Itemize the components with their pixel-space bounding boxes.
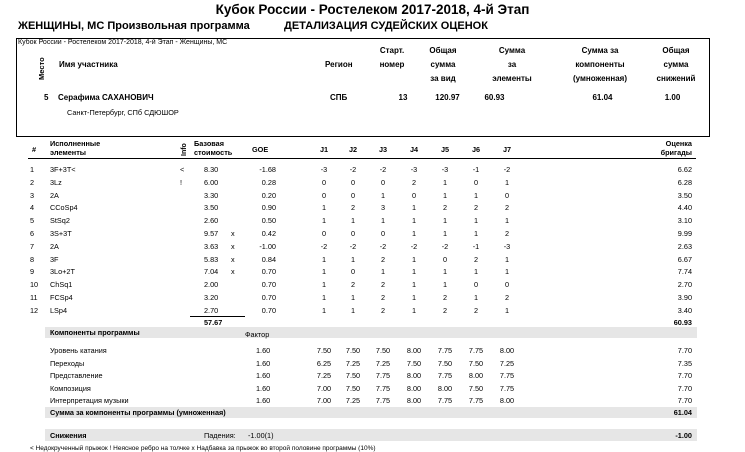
component-judge-5: 8.00 xyxy=(437,383,453,393)
judge-header-1: J1 xyxy=(319,145,329,154)
component-judge-7: 7.25 xyxy=(499,358,515,368)
col-elements-header-2: за xyxy=(507,60,517,69)
components-total-label: Сумма за компоненты программы (умноженная) xyxy=(50,408,226,417)
component-judge-4: 8.00 xyxy=(406,396,422,406)
element-base: 8.30 xyxy=(204,165,219,174)
element-judge-1: 1 xyxy=(321,203,327,213)
skater-club: Санкт-Петербург, СПб СДЮШОР xyxy=(67,108,179,117)
element-score: 2.70 xyxy=(677,280,692,290)
col-components-header-3: (умноженная) xyxy=(573,74,627,83)
component-judge-1: 7.50 xyxy=(316,346,332,355)
element-code: ChSq1 xyxy=(50,280,73,290)
element-judge-1: 1 xyxy=(321,305,327,315)
element-score: 6.67 xyxy=(677,254,692,264)
element-number: 11 xyxy=(30,293,38,302)
components-header-shade xyxy=(45,327,697,338)
element-judge-6: 2 xyxy=(473,203,479,213)
element-judge-1: 1 xyxy=(321,254,327,264)
component-judge-3: 7.25 xyxy=(375,358,391,368)
table-header-rule xyxy=(28,158,696,159)
element-judge-3: 2 xyxy=(380,280,386,290)
element-info: < xyxy=(180,165,185,174)
element-judge-6: -1 xyxy=(472,241,480,251)
deductions-value: -1.00 xyxy=(675,431,692,440)
element-judge-2: 0 xyxy=(350,177,356,187)
element-judge-6: -1 xyxy=(472,165,480,174)
element-judge-4: 0 xyxy=(411,190,417,200)
element-base: 6.00 xyxy=(204,177,219,187)
components-header: Компоненты программы xyxy=(50,328,140,337)
element-judge-1: 0 xyxy=(321,229,327,238)
element-base: 7.04 xyxy=(204,267,219,277)
element-code: 3F xyxy=(50,254,59,264)
component-judge-5: 7.50 xyxy=(437,358,453,368)
component-judge-6: 7.75 xyxy=(468,346,484,355)
element-judge-3: 3 xyxy=(380,203,386,213)
element-number: 1 xyxy=(30,165,35,174)
element-judge-1: 1 xyxy=(321,280,327,290)
component-judge-7: 8.00 xyxy=(499,346,515,355)
element-judge-2: 2 xyxy=(350,280,356,290)
judge-header-5: J5 xyxy=(440,145,450,154)
element-score: 6.62 xyxy=(677,165,692,174)
col-info-header: Info xyxy=(181,143,188,156)
element-goe: -1.00 xyxy=(259,241,276,251)
element-goe: 0.70 xyxy=(261,267,276,277)
element-code: 3S+3T xyxy=(50,229,72,238)
component-factor: 1.60 xyxy=(256,346,271,355)
element-code: StSq2 xyxy=(50,216,70,226)
element-bonus-mark: x xyxy=(231,254,235,264)
element-judge-4: 1 xyxy=(411,280,417,290)
component-judge-2: 7.50 xyxy=(345,383,361,393)
col-score-header-2: бригады xyxy=(660,148,692,157)
element-base: 9.57 xyxy=(204,229,219,238)
element-goe: 0.90 xyxy=(261,203,276,213)
component-judge-2: 7.25 xyxy=(345,358,361,368)
skater-deductions: 1.00 xyxy=(664,93,681,102)
element-judge-7: 1 xyxy=(504,254,510,264)
col-place-header: Место xyxy=(37,57,46,80)
element-judge-3: 0 xyxy=(380,229,386,238)
element-judge-3: 2 xyxy=(380,293,386,302)
element-code: 3Lo+2T xyxy=(50,267,75,277)
element-judge-4: 1 xyxy=(411,203,417,213)
footnote: < Недокрученный прыжок ! Неясное ребро на толчке x Надбавка за прыжок во второй половине программы (10%) xyxy=(30,445,376,452)
element-judge-6: 1 xyxy=(473,190,479,200)
element-judge-1: -2 xyxy=(320,241,328,251)
component-factor: 1.60 xyxy=(256,396,271,406)
falls-value: -1.00(1) xyxy=(248,431,274,440)
element-judge-7: 1 xyxy=(504,267,510,277)
element-judge-4: -3 xyxy=(410,165,418,174)
element-goe: 0.70 xyxy=(261,293,276,302)
page-subtitle: ЖЕНЩИНЫ, МС Произвольная программа xyxy=(18,20,250,32)
element-base: 3.50 xyxy=(204,203,219,213)
element-code: 3Lz xyxy=(50,177,62,187)
col-name-header: Имя участника xyxy=(59,60,118,69)
element-judge-3: 2 xyxy=(380,305,386,315)
component-judge-6: 7.75 xyxy=(468,396,484,406)
component-judge-7: 8.00 xyxy=(499,396,515,406)
element-judge-3: -2 xyxy=(379,165,387,174)
element-judge-7: 2 xyxy=(504,229,510,238)
element-judge-5: 2 xyxy=(442,293,448,302)
element-judge-6: 1 xyxy=(473,229,479,238)
element-code: CCoSp4 xyxy=(50,203,78,213)
component-judge-2: 7.50 xyxy=(345,346,361,355)
component-judge-4: 8.00 xyxy=(406,383,422,393)
component-name: Представление xyxy=(50,371,103,381)
col-total-header-3: за вид xyxy=(430,74,456,83)
component-name: Уровень катания xyxy=(50,346,107,355)
element-bonus-mark: x xyxy=(231,241,235,251)
component-judge-5: 7.75 xyxy=(437,346,453,355)
component-judge-1: 7.00 xyxy=(316,383,332,393)
element-goe: -1.68 xyxy=(259,165,276,174)
component-name: Переходы xyxy=(50,358,85,368)
element-code: 3F+3T< xyxy=(50,165,76,174)
element-number: 7 xyxy=(30,241,35,251)
element-score: 3.10 xyxy=(677,216,692,226)
component-judge-6: 8.00 xyxy=(468,371,484,381)
element-code: 2A xyxy=(50,190,59,200)
judge-header-2: J2 xyxy=(348,145,358,154)
col-score-header-1: Оценка xyxy=(665,139,692,148)
skater-place: 5 xyxy=(44,93,49,102)
component-factor: 1.60 xyxy=(256,371,271,381)
component-judge-3: 7.75 xyxy=(375,383,391,393)
component-judge-4: 8.00 xyxy=(406,371,422,381)
component-judge-1: 7.25 xyxy=(316,371,332,381)
col-elements-header-3: элементы xyxy=(492,74,532,83)
element-code: 2A xyxy=(50,241,59,251)
element-base: 3.63 xyxy=(204,241,219,251)
col-element-header-1: Исполненные xyxy=(50,139,101,148)
element-judge-6: 1 xyxy=(473,216,479,226)
skater-name: Серафима САХАНОВИЧ xyxy=(58,93,154,102)
element-number: 3 xyxy=(30,190,35,200)
falls-label: Падения: xyxy=(204,431,236,440)
element-judge-2: 0 xyxy=(350,267,356,277)
element-bonus-mark: x xyxy=(231,267,235,277)
element-goe: 0.70 xyxy=(261,280,276,290)
col-total-header-1: Общая xyxy=(429,46,457,55)
element-judge-5: 1 xyxy=(442,229,448,238)
element-judge-5: 1 xyxy=(442,216,448,226)
element-judge-7: 1 xyxy=(504,216,510,226)
element-judge-5: 0 xyxy=(442,254,448,264)
element-goe: 0.84 xyxy=(261,254,276,264)
element-score: 6.28 xyxy=(677,177,692,187)
element-judge-2: 1 xyxy=(350,293,356,302)
element-judge-5: 1 xyxy=(442,267,448,277)
col-deductions-header-1: Общая xyxy=(662,46,690,55)
element-judge-6: 1 xyxy=(473,293,479,302)
element-judge-3: -2 xyxy=(379,241,387,251)
element-code: LSp4 xyxy=(50,305,68,315)
element-judge-4: 1 xyxy=(411,229,417,238)
element-judge-2: 2 xyxy=(350,203,356,213)
element-judge-2: 1 xyxy=(350,254,356,264)
component-judge-3: 7.75 xyxy=(375,371,391,381)
skater-region: СПБ xyxy=(330,93,348,102)
component-judge-1: 7.00 xyxy=(316,396,332,406)
element-judge-2: 0 xyxy=(350,190,356,200)
element-judge-4: 2 xyxy=(411,177,417,187)
col-region-header: Регион xyxy=(325,60,353,69)
col-components-header-1: Сумма за xyxy=(581,46,619,55)
element-number: 9 xyxy=(30,267,35,277)
col-total-header-2: сумма xyxy=(430,60,456,69)
element-score: 7.74 xyxy=(677,267,692,277)
element-judge-7: 0 xyxy=(504,190,510,200)
element-judge-4: 1 xyxy=(411,293,417,302)
component-judge-2: 7.25 xyxy=(345,396,361,406)
element-judge-1: -3 xyxy=(320,165,328,174)
component-name: Композиция xyxy=(50,383,91,393)
report-type: ДЕТАЛИЗАЦИЯ СУДЕЙСКИХ ОЦЕНОК xyxy=(284,20,488,32)
component-judge-6: 7.50 xyxy=(468,383,484,393)
judge-header-3: J3 xyxy=(378,145,388,154)
component-judge-6: 7.50 xyxy=(468,358,484,368)
element-number: 4 xyxy=(30,203,35,213)
element-judge-2: 1 xyxy=(350,305,356,315)
element-judge-4: 1 xyxy=(411,216,417,226)
element-judge-6: 0 xyxy=(473,177,479,187)
element-judge-6: 0 xyxy=(473,280,479,290)
element-judge-3: 2 xyxy=(380,254,386,264)
header-caption: Кубок России - Ростелеком 2017-2018, 4-й Этап - Женщины, МС xyxy=(18,39,228,46)
element-judge-5: 2 xyxy=(442,203,448,213)
component-judge-4: 7.50 xyxy=(406,358,422,368)
element-judge-6: 1 xyxy=(473,267,479,277)
component-judge-3: 7.50 xyxy=(375,346,391,355)
element-judge-2: -2 xyxy=(349,165,357,174)
component-judge-1: 6.25 xyxy=(316,358,332,368)
element-judge-5: 1 xyxy=(442,177,448,187)
col-components-header-2: компоненты xyxy=(575,60,625,69)
element-judge-1: 0 xyxy=(321,190,327,200)
col-deductions-header-3: снижений xyxy=(656,74,696,83)
component-factor: 1.60 xyxy=(256,383,271,393)
skater-components: 61.04 xyxy=(592,93,613,102)
col-base-header-2: стоимость xyxy=(194,148,233,157)
element-base: 3.30 xyxy=(204,190,219,200)
elements-total: 60.93 xyxy=(673,318,692,327)
base-total-rule xyxy=(190,316,245,317)
component-judge-7: 7.75 xyxy=(499,383,515,393)
skater-elements: 60.93 xyxy=(484,93,505,102)
element-goe: 0.50 xyxy=(261,216,276,226)
element-base: 2.70 xyxy=(204,305,219,315)
components-total: 61.04 xyxy=(673,408,692,417)
component-score: 7.70 xyxy=(677,346,692,355)
page-title: Кубок России - Ростелеком 2017-2018, 4-й Этап xyxy=(215,2,530,17)
factor-header: Фактор xyxy=(245,330,270,339)
element-judge-1: 1 xyxy=(321,267,327,277)
element-goe: 0.28 xyxy=(261,177,276,187)
col-element-header-2: элементы xyxy=(50,148,87,157)
element-code: FCSp4 xyxy=(50,293,73,302)
element-number: 5 xyxy=(30,216,35,226)
element-judge-5: 1 xyxy=(442,190,448,200)
skater-start: 13 xyxy=(398,93,408,102)
element-judge-5: -3 xyxy=(441,165,449,174)
element-judge-7: 1 xyxy=(504,177,510,187)
element-judge-2: 0 xyxy=(350,229,356,238)
element-judge-7: 1 xyxy=(504,305,510,315)
element-judge-1: 1 xyxy=(321,216,327,226)
judge-header-7: J7 xyxy=(502,145,512,154)
element-number: 12 xyxy=(30,305,39,315)
col-start-header-2: номер xyxy=(379,60,405,69)
component-judge-2: 7.50 xyxy=(345,371,361,381)
element-goe: 0.42 xyxy=(261,229,276,238)
judge-header-6: J6 xyxy=(471,145,481,154)
element-judge-5: 2 xyxy=(442,305,448,315)
component-judge-7: 7.75 xyxy=(499,371,515,381)
col-elements-header-1: Сумма xyxy=(498,46,526,55)
deductions-shade xyxy=(45,429,697,441)
col-base-header-1: Базовая xyxy=(194,139,224,148)
col-start-header-1: Старт. xyxy=(379,46,405,55)
component-score: 7.70 xyxy=(677,383,692,393)
element-judge-6: 2 xyxy=(473,254,479,264)
element-judge-5: -2 xyxy=(441,241,449,251)
element-bonus-mark: x xyxy=(231,229,235,238)
base-total: 57.67 xyxy=(204,318,223,327)
component-score: 7.35 xyxy=(677,358,692,368)
element-judge-7: 2 xyxy=(504,203,510,213)
element-base: 2.00 xyxy=(204,280,219,290)
component-score: 7.70 xyxy=(677,396,692,406)
deductions-label: Снижения xyxy=(50,431,87,440)
element-judge-3: 1 xyxy=(380,267,386,277)
element-score: 4.40 xyxy=(677,203,692,213)
skater-total: 120.97 xyxy=(435,93,460,102)
element-base: 5.83 xyxy=(204,254,219,264)
element-judge-4: 1 xyxy=(411,267,417,277)
element-base: 2.60 xyxy=(204,216,219,226)
element-goe: 0.70 xyxy=(261,305,276,315)
element-score: 3.90 xyxy=(677,293,692,302)
element-judge-2: -2 xyxy=(349,241,357,251)
element-judge-4: -2 xyxy=(410,241,418,251)
element-number: 2 xyxy=(30,177,35,187)
element-judge-7: -2 xyxy=(503,165,511,174)
element-number: 10 xyxy=(30,280,39,290)
element-info: ! xyxy=(180,177,183,187)
element-number: 6 xyxy=(30,229,35,238)
element-base: 3.20 xyxy=(204,293,219,302)
element-judge-7: 2 xyxy=(504,293,510,302)
element-judge-4: 1 xyxy=(411,305,417,315)
component-factor: 1.60 xyxy=(256,358,271,368)
element-judge-1: 1 xyxy=(321,293,327,302)
judge-header-4: J4 xyxy=(409,145,419,154)
element-judge-7: -3 xyxy=(503,241,511,251)
element-score: 9.99 xyxy=(677,229,692,238)
element-judge-3: 0 xyxy=(380,177,386,187)
element-judge-4: 1 xyxy=(411,254,417,264)
element-score: 2.63 xyxy=(677,241,692,251)
col-hash-header: # xyxy=(32,145,37,154)
element-score: 3.50 xyxy=(677,190,692,200)
component-judge-5: 7.75 xyxy=(437,371,453,381)
col-deductions-header-2: сумма xyxy=(663,60,689,69)
component-score: 7.70 xyxy=(677,371,692,381)
element-judge-7: 0 xyxy=(504,280,510,290)
element-judge-2: 1 xyxy=(350,216,356,226)
element-judge-3: 1 xyxy=(380,190,386,200)
component-judge-5: 7.75 xyxy=(437,396,453,406)
component-judge-4: 8.00 xyxy=(406,346,422,355)
element-judge-5: 1 xyxy=(442,280,448,290)
element-score: 3.40 xyxy=(677,305,692,315)
element-judge-6: 2 xyxy=(473,305,479,315)
col-goe-header: GOE xyxy=(252,145,269,154)
element-number: 8 xyxy=(30,254,35,264)
element-judge-1: 0 xyxy=(321,177,327,187)
component-judge-3: 7.75 xyxy=(375,396,391,406)
element-judge-3: 1 xyxy=(380,216,386,226)
element-goe: 0.20 xyxy=(261,190,276,200)
component-name: Интерпретация музыки xyxy=(50,396,129,406)
